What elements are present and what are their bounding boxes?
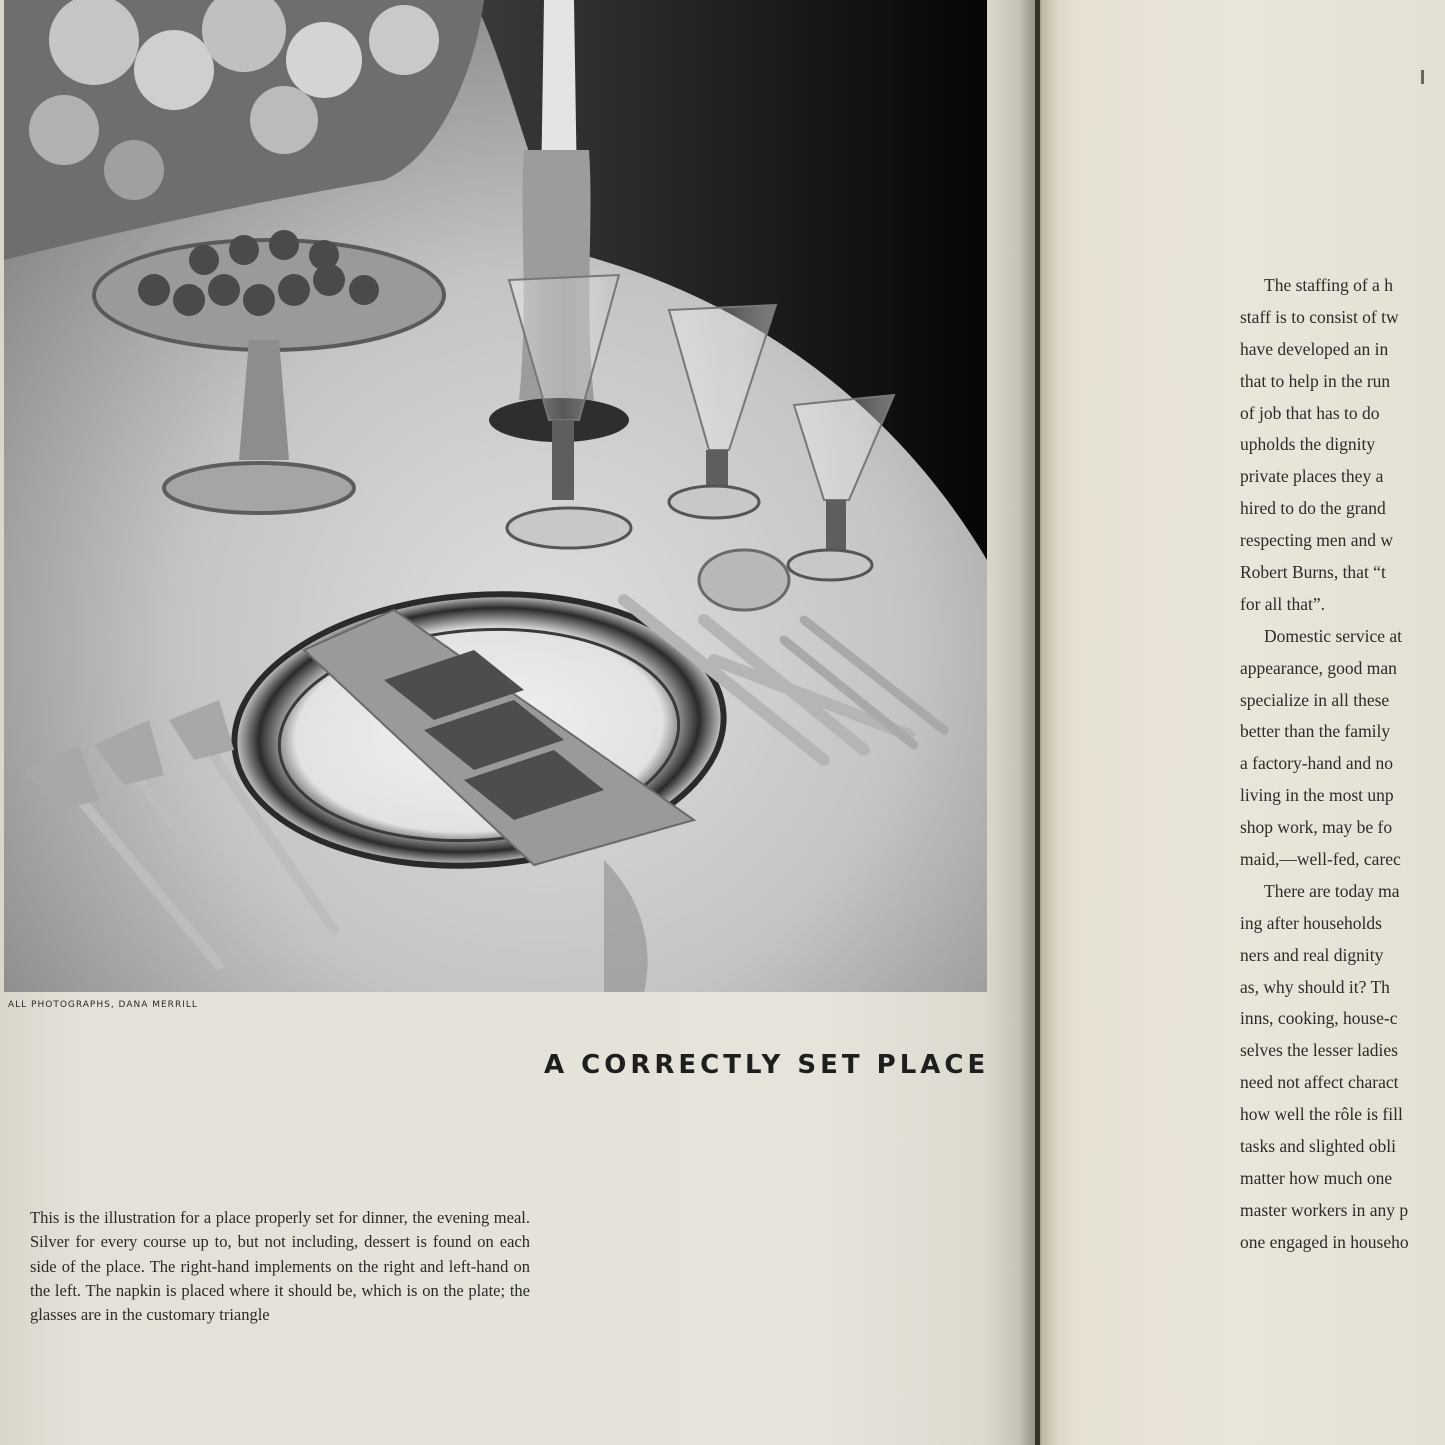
photo-caption bbox=[30, 1206, 530, 1327]
page-mark bbox=[1421, 70, 1424, 84]
table-setting-photograph bbox=[4, 0, 987, 992]
text-line: matter how much one bbox=[1240, 1167, 1393, 1188]
text-line: hired to do the grand bbox=[1240, 498, 1386, 519]
text-line: The staffing of a h bbox=[1264, 275, 1393, 295]
text-line: specialize in all these bbox=[1240, 689, 1390, 710]
text-line: upholds the dignity bbox=[1240, 434, 1376, 455]
text-line: living in the most unp bbox=[1240, 785, 1394, 806]
text-line: maid,—well-fed, carec bbox=[1240, 849, 1401, 870]
text-line: for all that”. bbox=[1240, 593, 1326, 614]
text-line: inns, cooking, house-c bbox=[1240, 1008, 1398, 1029]
text-line: how well the rôle is fill bbox=[1240, 1104, 1403, 1125]
text-line: Robert Burns, that “t bbox=[1240, 562, 1386, 583]
right-page-text bbox=[1240, 270, 1445, 1259]
text-line: selves the lesser ladies bbox=[1240, 1040, 1398, 1061]
text-line: appearance, good man bbox=[1240, 657, 1397, 678]
text-line: as, why should it? Th bbox=[1240, 976, 1390, 997]
page-heading: A CORRECTLY SET PLACE bbox=[544, 1050, 990, 1080]
text-line: need not affect charact bbox=[1240, 1072, 1399, 1093]
text-line: a factory-hand and no bbox=[1240, 753, 1394, 774]
text-line: master workers in any p bbox=[1240, 1199, 1409, 1220]
caption-text: This is the illustration for a place properly set for dinner, the evening meal. Silver for every course up to, but not including, dessert is found on each side of the place. The right-hand implements on the right and left-hand on the left. The napkin is placed where it should be, which is on the plate; the glasses are in the customary triangle bbox=[30, 1208, 530, 1325]
text-line: shop work, may be fo bbox=[1240, 817, 1393, 838]
text-line: There are today ma bbox=[1264, 880, 1400, 901]
text-line: Domestic service at bbox=[1264, 625, 1403, 646]
text-line: have developed an in bbox=[1240, 338, 1389, 359]
text-line: that to help in the run bbox=[1240, 370, 1391, 391]
text-line: private places they a bbox=[1240, 466, 1384, 487]
photo-credit: ALL PHOTOGRAPHS, DANA MERRILL bbox=[8, 1000, 198, 1010]
text-line: better than the family bbox=[1240, 721, 1391, 742]
text-line: tasks and slighted obli bbox=[1240, 1136, 1397, 1157]
text-line: respecting men and w bbox=[1240, 530, 1394, 551]
text-line: of job that has to do bbox=[1240, 402, 1380, 423]
text-line: ing after households bbox=[1240, 912, 1382, 933]
text-line: ners and real dignity bbox=[1240, 944, 1384, 965]
book-gutter bbox=[1018, 0, 1058, 1445]
text-line: staff is to consist of tw bbox=[1240, 306, 1399, 327]
photograph-illustration bbox=[4, 0, 987, 992]
text-line: one engaged in househo bbox=[1240, 1231, 1409, 1252]
